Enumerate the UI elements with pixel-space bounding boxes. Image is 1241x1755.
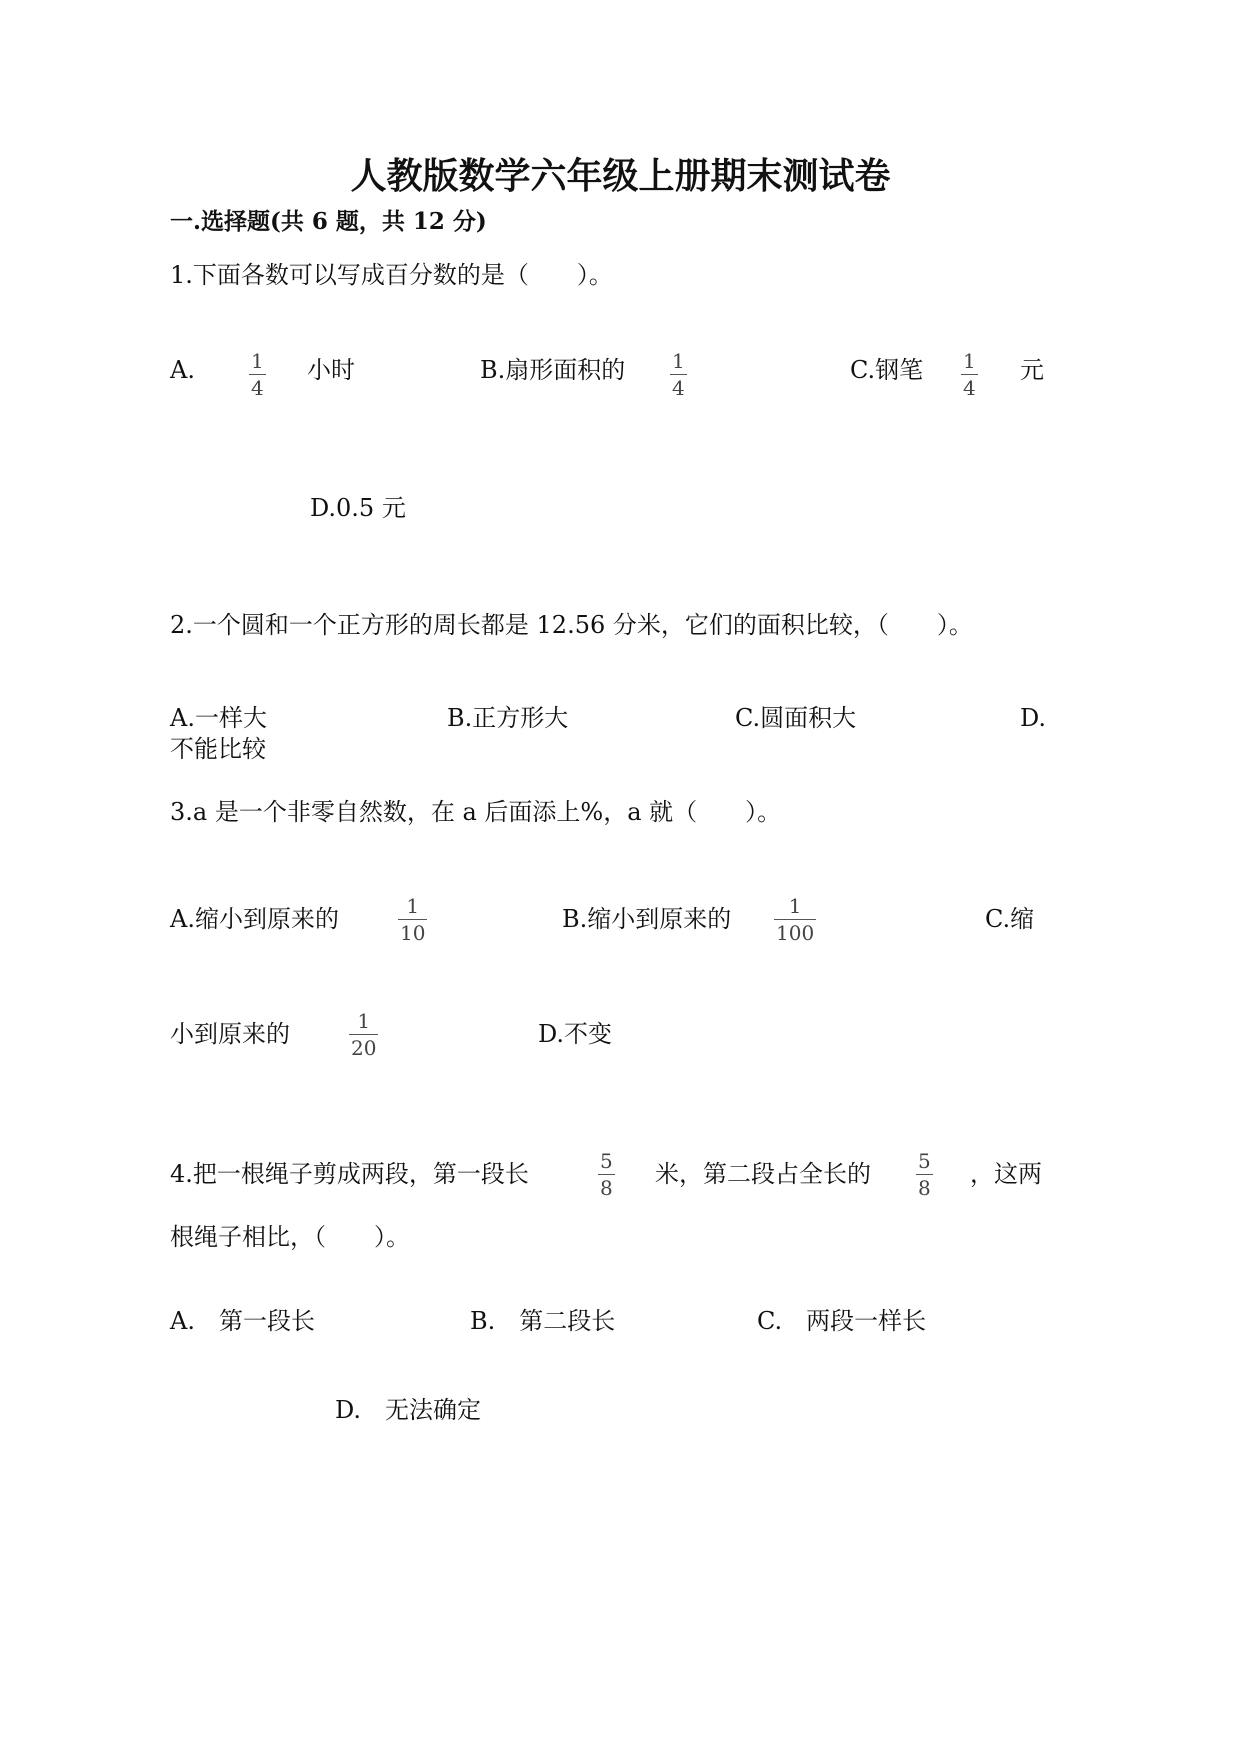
q1-option-d: D.0.5 元 bbox=[310, 494, 406, 522]
q2-option-b: B.正方形大 bbox=[447, 704, 569, 732]
q4-option-b: B. 第二段长 bbox=[470, 1307, 616, 1335]
question-4-stem-part2: 米，第二段占全长的 bbox=[655, 1160, 871, 1188]
q3-option-c-fraction bbox=[349, 1011, 378, 1058]
q1-option-a-fraction bbox=[249, 351, 266, 398]
fraction-numerator: 1 bbox=[357, 1009, 371, 1033]
fraction-numerator: 5 bbox=[918, 1149, 931, 1173]
question-3-stem: 3.a 是一个非零自然数，在 a 后面添上%，a 就（ ）。 bbox=[170, 798, 782, 826]
fraction-denominator: 4 bbox=[963, 376, 976, 400]
q3-option-d: D.不变 bbox=[538, 1020, 613, 1048]
fraction-denominator: 4 bbox=[251, 376, 264, 400]
fraction-numerator: 1 bbox=[788, 894, 802, 918]
q2-option-a: A.一样大 bbox=[170, 704, 267, 732]
question-1-stem: 1.下面各数可以写成百分数的是（ ）。 bbox=[170, 261, 613, 289]
fraction-numerator: 5 bbox=[600, 1149, 613, 1173]
q4-fraction-2 bbox=[916, 1151, 933, 1198]
q1-option-c-fraction bbox=[961, 351, 978, 398]
question-4-stem-part3: ，这两 bbox=[970, 1160, 1042, 1188]
q4-option-d: D. 无法确定 bbox=[335, 1396, 482, 1424]
q1-option-c-text: C.钢笔 bbox=[850, 356, 924, 384]
question-4-stem-part1: 4.把一根绳子剪成两段，第一段长 bbox=[170, 1160, 529, 1188]
q2-option-d-text: 不能比较 bbox=[170, 735, 266, 763]
q1-option-b-fraction bbox=[670, 351, 687, 398]
q3-option-a-fraction bbox=[398, 896, 427, 943]
q3-option-b-text: B.缩小到原来的 bbox=[562, 905, 732, 933]
fraction-denominator: 20 bbox=[351, 1036, 377, 1060]
page-title: 人教版数学六年级上册期末测试卷 bbox=[350, 155, 891, 197]
q3-option-a-text: A.缩小到原来的 bbox=[170, 905, 339, 933]
q3-option-c-start: C.缩 bbox=[985, 905, 1035, 933]
fraction-denominator: 8 bbox=[918, 1176, 931, 1200]
q3-option-b-fraction bbox=[774, 896, 816, 943]
section-heading: 一.选择题(共 6 题，共 12 分) bbox=[170, 208, 487, 235]
q3-option-c-rest: 小到原来的 bbox=[170, 1020, 290, 1048]
q4-option-c: C. 两段一样长 bbox=[757, 1307, 927, 1335]
question-2-stem: 2.一个圆和一个正方形的周长都是 12.56 分米，它们的面积比较，（ ）。 bbox=[170, 611, 973, 639]
fraction-denominator: 8 bbox=[600, 1176, 613, 1200]
q2-option-c: C.圆面积大 bbox=[735, 704, 857, 732]
fraction-numerator: 1 bbox=[672, 349, 685, 373]
fraction-numerator: 1 bbox=[963, 349, 976, 373]
q1-option-c-unit: 元 bbox=[1020, 356, 1044, 384]
q1-option-b-text: B.扇形面积的 bbox=[480, 356, 626, 384]
q1-option-a-label: A. bbox=[170, 356, 195, 384]
q4-option-a: A. 第一段长 bbox=[170, 1307, 315, 1335]
fraction-numerator: 1 bbox=[251, 349, 264, 373]
fraction-denominator: 10 bbox=[400, 921, 426, 945]
fraction-denominator: 4 bbox=[672, 376, 685, 400]
q2-option-d-label: D. bbox=[1020, 704, 1047, 732]
fraction-numerator: 1 bbox=[406, 894, 420, 918]
q4-fraction-1 bbox=[598, 1151, 615, 1198]
question-4-stem-line2: 根绳子相比，（ ）。 bbox=[170, 1223, 410, 1251]
q1-option-a-unit: 小时 bbox=[307, 356, 355, 384]
fraction-denominator: 100 bbox=[776, 921, 815, 945]
